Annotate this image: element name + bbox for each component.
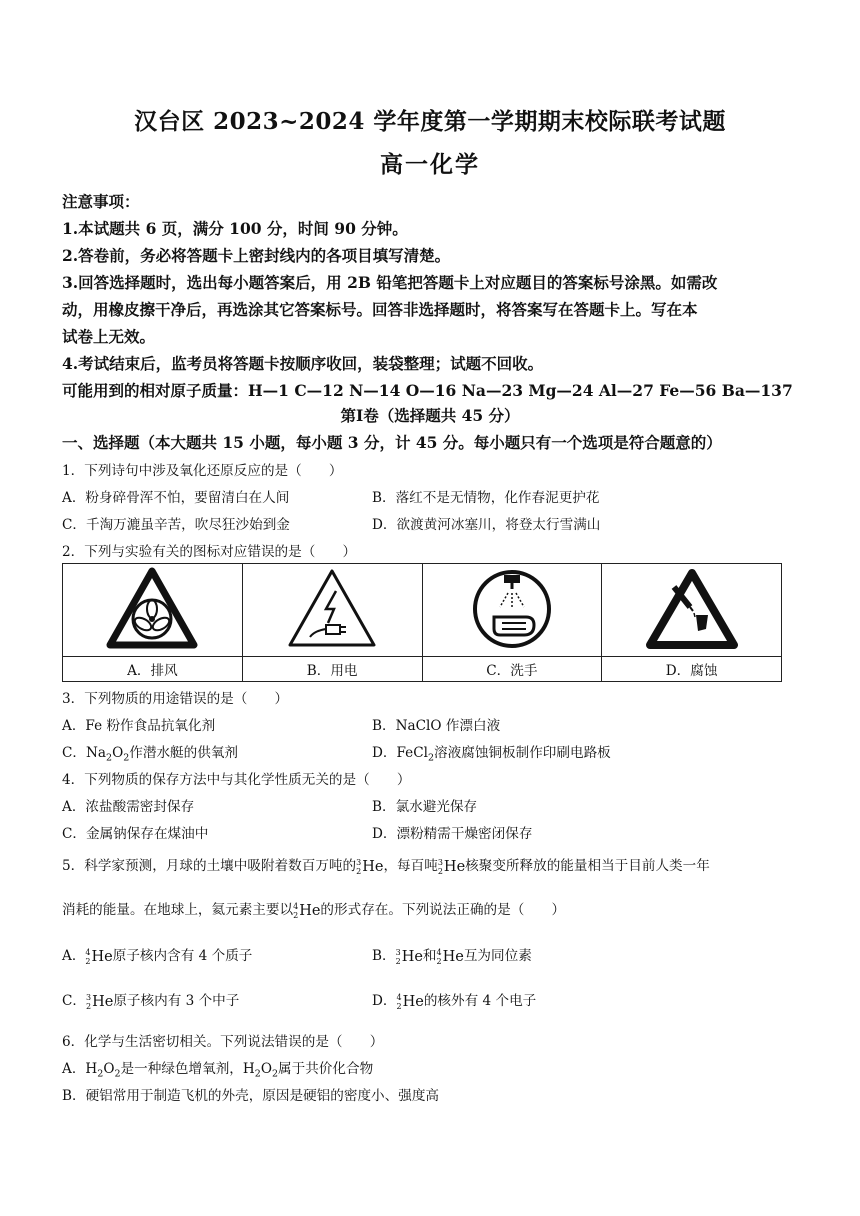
q5-option-a: A． 4 2 He 原子核内含有 4 个质子 [62, 947, 253, 966]
q1-option-c: C．千淘万漉虽辛苦，吹尽狂沙始到金 [62, 517, 290, 533]
note-3-cont: 动，用橡皮擦干净后，再选涂其它答案标号。回答非选择题时，将答案写在答题卡上。写在本 [62, 300, 698, 319]
nuclide-he3: 3 2 He [86, 992, 114, 1011]
q1-option-a: A．粉身碎骨浑不怕，要留清白在人间 [62, 490, 290, 506]
q1-option-d: D．欲渡黄河冰塞川，将登太行雪满山 [372, 517, 601, 533]
icon-cell-d [602, 564, 782, 657]
note-4: 4.考试结束后，监考员将答题卡按顺序收回，装袋整理；试题不回收。 [62, 354, 544, 373]
q3-option-d: D．FeCl$_2$溶液腐蚀铜板制作印刷电路板 [372, 745, 611, 764]
q4-option-b: B．氯水避光保存 [372, 799, 478, 815]
icon-cell-c [422, 564, 602, 657]
section-heading: 一、选择题（本大题共 15 小题，每小题 3 分，计 45 分。每小题只有一个选项是符合题意的） [62, 433, 722, 452]
q4-option-d: D．漂粉精需干燥密闭保存 [372, 826, 533, 842]
q5-option-c: C． 3 2 He 原子核内有 3 个中子 [62, 992, 240, 1011]
q2-label-c: C．洗手 [422, 657, 602, 682]
q2-icon-table [62, 563, 782, 682]
q2-label-d: D．腐蚀 [602, 657, 782, 682]
notes-heading: 注意事项： [62, 192, 140, 211]
nuclide-he4: 4 2 He [396, 992, 424, 1011]
q1-option-b: B．落红不是无情物，化作春泥更护花 [372, 490, 600, 506]
exam-title: 汉台区 2023~2024 学年度第一学期期末校际联考试题 [134, 108, 726, 135]
nuclide-he4: 4 2 He [293, 901, 321, 920]
icon-cell-a [63, 564, 243, 657]
hand-wash-icon [464, 565, 560, 651]
q4-option-c: C．金属钠保存在煤油中 [62, 826, 209, 842]
nuclide-he3: 3 2 He [356, 857, 384, 876]
icon-cell-b [242, 564, 422, 657]
q5-stem-line1: 5．科学家预测，月球的土壤中吸附着数百万吨的 3 2 He ，每百吨 3 2 He 核聚变所释放的能量相当于目前人类一年 [62, 857, 710, 876]
q4-stem: 4．下列物质的保存方法中与其化学性质无关的是（ ） [62, 772, 411, 788]
q1-stem: 1．下列诗句中涉及氧化还原反应的是（ ） [62, 463, 343, 479]
volume-heading: 第Ⅰ卷（选择题共 45 分） [340, 406, 520, 425]
note-2: 2.答卷前，务必将答题卡上密封线内的各项目填写清楚。 [62, 246, 451, 265]
q3-stem: 3．下列物质的用途错误的是（ ） [62, 691, 289, 707]
q3-option-a: A．Fe 粉作食品抗氧化剂 [62, 718, 216, 734]
q5-option-d: D． 4 2 He 的核外有 4 个电子 [372, 992, 537, 1011]
q2-label-b: B．用电 [242, 657, 422, 682]
q2-stem: 2．下列与实验有关的图标对应错误的是（ ） [62, 544, 357, 560]
nuclide-he4: 4 2 He [85, 947, 113, 966]
q3-option-b: B．NaClO 作漂白液 [372, 718, 501, 734]
atomic-masses: 可能用到的相对原子质量：H—1 C—12 N—14 O—16 Na—23 Mg—24 Al—27 Fe—56 Ba—137 [62, 381, 793, 400]
q5-stem-line2: 消耗的能量。在地球上，氦元素主要以 4 2 He 的形式存在。下列说法正确的是（ ） [62, 901, 566, 920]
q2-label-a: A．排风 [63, 657, 243, 682]
subject-title: 高一化学 [380, 151, 480, 178]
note-1: 1.本试题共 6 页，满分 100 分，时间 90 分钟。 [62, 219, 408, 238]
nuclide-he4: 4 2 He [436, 947, 464, 966]
q4-option-a: A．浓盐酸需密封保存 [62, 799, 195, 815]
ventilation-icon [104, 565, 200, 651]
note-3: 3.回答选择题时，选出每小题答案后，用 2B 铅笔把答题卡上对应题目的答案标号涂黑。如需改 [62, 273, 718, 292]
q3-option-c: C．$Na_2O_2$作潜水艇的供氧剂 [62, 745, 239, 764]
q6-stem: 6．化学与生活密切相关。下列说法错误的是（ ） [62, 1034, 384, 1050]
q6-option-a: A．$H_2O_2$是一种绿色增氧剂，$H_2O_2$属于共价化合物 [62, 1061, 374, 1080]
q5-option-b: B． 3 2 He 和 4 2 He 互为同位素 [372, 947, 532, 966]
electricity-icon [284, 565, 380, 651]
note-3-end: 试卷上无效。 [62, 327, 156, 346]
nuclide-he3: 3 2 He [395, 947, 423, 966]
corrosion-icon [644, 565, 740, 651]
q6-option-b: B．硬铝常用于制造飞机的外壳，原因是硬铝的密度小、强度高 [62, 1088, 440, 1104]
nuclide-he3: 3 2 He [437, 857, 466, 876]
